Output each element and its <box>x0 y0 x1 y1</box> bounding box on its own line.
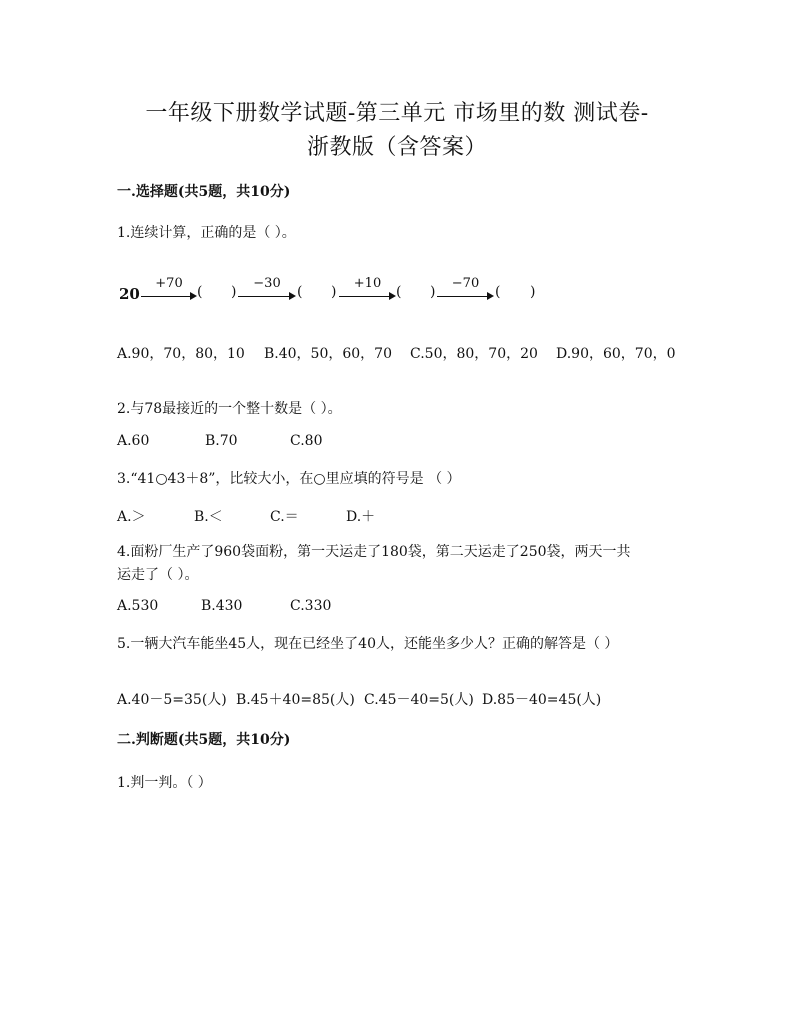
q1-option-b: B.40，50，60，70 <box>264 346 392 362</box>
question-2-stem: 2.与78最接近的一个整十数是（ ）。 <box>117 401 342 417</box>
chain-op-2: −30 <box>253 276 281 291</box>
question-5-options <box>117 689 601 709</box>
arrow-head-icon <box>487 292 494 300</box>
question-1-options <box>117 343 676 363</box>
section-heading-judge: 二.判断题(共5题，共10分) <box>117 732 291 748</box>
arrow-head-icon <box>389 292 396 300</box>
chain-arrow-2 <box>238 276 296 308</box>
arrow-shaft <box>437 296 488 297</box>
calculation-chain <box>117 272 557 308</box>
q5-option-c: C.45－40=5(人) <box>364 692 474 708</box>
q3-option-a: A.＞ <box>117 509 146 525</box>
doc-title-line1: 一年级下册数学试题-第三单元 市场里的数 测试卷- <box>145 101 649 126</box>
q4-option-b: B.430 <box>201 598 243 614</box>
arrow-shaft <box>339 296 390 297</box>
q4-option-a: A.530 <box>117 598 159 614</box>
q4-option-c: C.330 <box>290 598 332 614</box>
chain-blank-3-open: ( <box>396 284 402 300</box>
q1-option-c: C.50，80，70，20 <box>410 346 538 362</box>
question-4-stem-line2: 运走了（ ）。 <box>117 567 199 583</box>
arrow-shaft <box>238 296 290 297</box>
q5-option-b: B.45＋40=85(人) <box>236 692 355 708</box>
question-3-stem: 3.“41○43＋8”，比较大小，在○里应填的符号是 （ ） <box>117 471 461 487</box>
chain-blank-2-open: ( <box>297 284 303 300</box>
q2-option-b: B.70 <box>205 433 238 449</box>
chain-blank-3-close: ) <box>430 284 436 300</box>
chain-blank-4-close: ) <box>530 284 536 300</box>
chain-arrow-4 <box>437 276 494 308</box>
q1-option-d: D.90，60，70，0 <box>556 346 676 362</box>
q1-option-a: A.90，70，80，10 <box>117 346 245 362</box>
q5-option-d: D.85－40=45(人) <box>482 692 602 708</box>
chain-arrow-1 <box>141 276 197 308</box>
arrow-head-icon <box>190 292 197 300</box>
q3-option-d: D.＋ <box>346 509 376 525</box>
question-3-options <box>117 506 375 526</box>
chain-blank-1-close: ) <box>231 284 237 300</box>
q5-option-a: A.40－5=35(人) <box>117 692 227 708</box>
doc-title-line2: 浙教版（含答案） <box>306 135 487 160</box>
q2-option-c: C.80 <box>290 433 323 449</box>
q3-option-b: B.＜ <box>194 509 223 525</box>
arrow-shaft <box>141 296 191 297</box>
chain-blank-4-open: ( <box>495 284 501 300</box>
chain-op-3: +10 <box>353 276 382 291</box>
judge-question-1-stem: 1.判一判。（ ） <box>117 775 212 791</box>
chain-op-1: +70 <box>155 276 183 291</box>
question-2-options <box>117 433 322 449</box>
chain-arrow-3 <box>339 276 396 308</box>
question-4-stem-line1: 4.面粉厂生产了960袋面粉，第一天运走了180袋，第二天运走了250袋，两天一共 <box>117 544 631 560</box>
q3-option-c: C.＝ <box>270 509 299 525</box>
question-1-stem: 1.连续计算，正确的是（ ）。 <box>117 225 296 241</box>
question-5-stem: 5.一辆大汽车能坐45人，现在已经坐了40人，还能坐多少人？正确的解答是（ ） <box>117 636 619 652</box>
question-4-options <box>117 598 331 614</box>
q2-option-a: A.60 <box>117 433 150 449</box>
section-heading-choice: 一.选择题(共5题，共10分) <box>117 184 291 200</box>
arrow-head-icon <box>289 292 296 300</box>
chain-op-4: −70 <box>451 276 480 291</box>
chain-blank-2-close: ) <box>331 284 337 300</box>
chain-blank-1-open: ( <box>197 284 203 300</box>
chain-start-number: 20 <box>119 285 140 303</box>
